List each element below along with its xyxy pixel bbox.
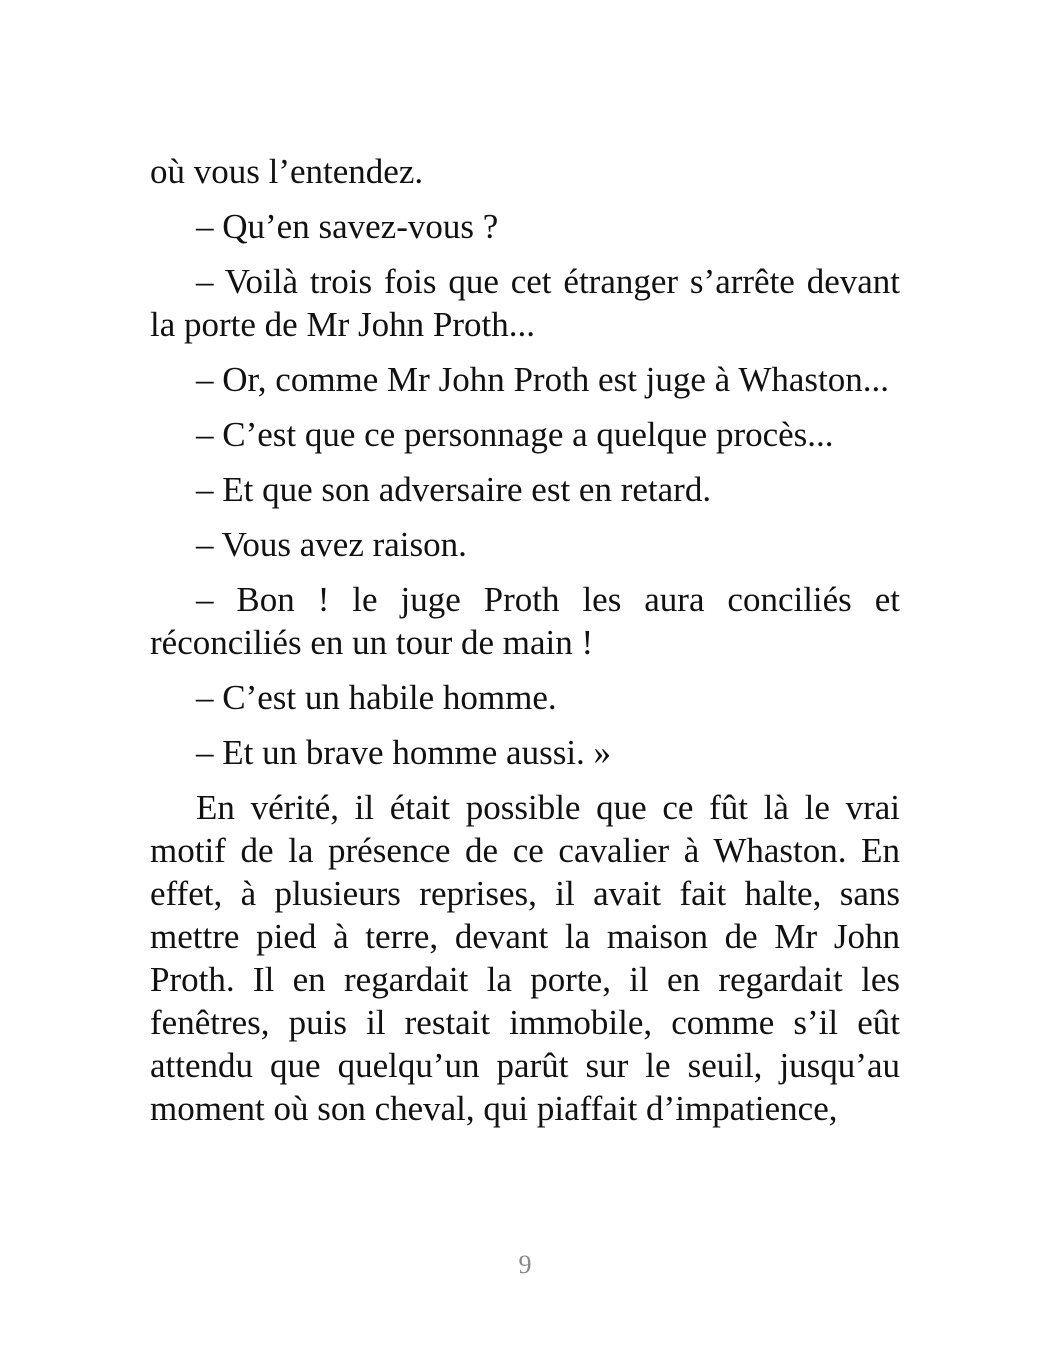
paragraph-continuation: où vous l’entendez. xyxy=(150,152,424,191)
dialogue-line: – Qu’en savez-vous ? xyxy=(196,207,499,246)
dialogue-line: – C’est un habile homme. xyxy=(196,678,557,717)
dialogue-line: – C’est que ce personnage a quelque procès... xyxy=(196,415,834,454)
dialogue-line: – Or, comme Mr John Proth est juge à Whaston... xyxy=(196,360,889,399)
page-body xyxy=(150,150,900,1142)
dialogue-line: – Bon ! le juge Proth les aura conciliés et réconciliés en un tour de main ! xyxy=(150,580,900,662)
dialogue-line: – Et un brave homme aussi. » xyxy=(196,733,612,772)
narrative-paragraph: En vérité, il était possible que ce fût là le vrai motif de la présence de ce cavalier à Whaston. En effet, à plusieurs reprises, il avait fait halte, sans mettre pied à terre, devant la maison de Mr John Proth. Il en regardait la porte, il en regardait les fenêtres, puis il restait immobile, comme s’il eût attendu que quelqu’un parût sur le seuil, jusqu’au moment où son cheval, qui piaffait d’impatience, xyxy=(150,788,900,1128)
dialogue-line: – Et que son adversaire est en retard. xyxy=(196,470,712,509)
page-number: 9 xyxy=(518,1250,532,1279)
dialogue-line: – Vous avez raison. xyxy=(196,525,467,564)
dialogue-line: – Voilà trois fois que cet étranger s’arrête devant la porte de Mr John Proth... xyxy=(150,262,900,344)
